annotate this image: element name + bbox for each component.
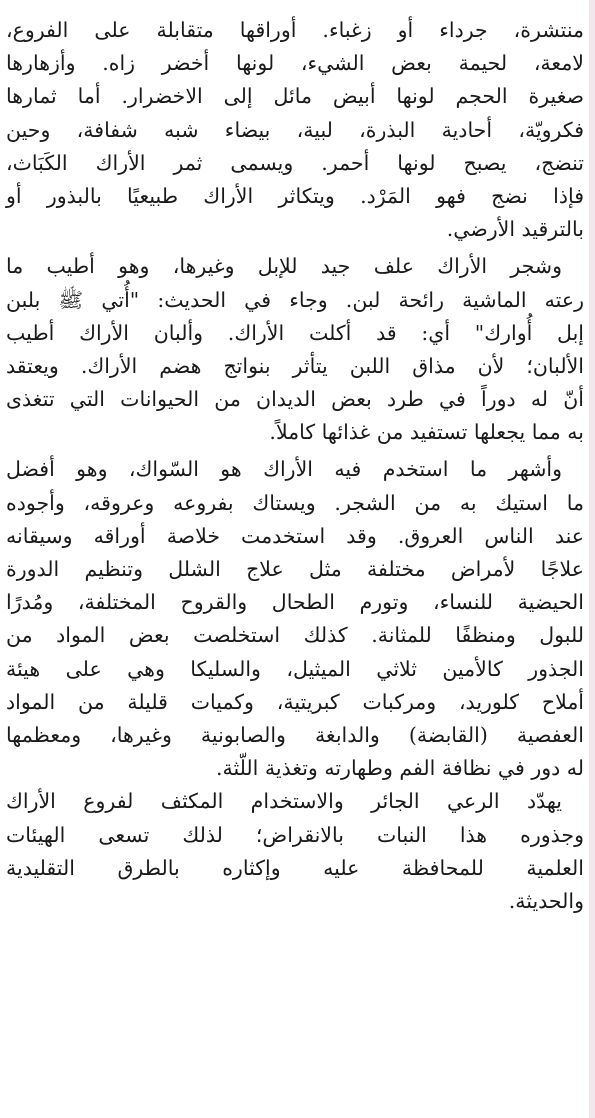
text-line: وشجر الأراك علف جيد للإبل وغيرها، وهو أطيب ما	[6, 254, 562, 279]
text-line: بالترقيد الأرضي.	[446, 217, 584, 242]
text-line: وأشهر ما استخدم فيه الأراك هو السّواك، وهو أفضل	[6, 457, 562, 482]
text-line: والحديثة.	[508, 888, 584, 913]
text-line: يهدّد الرعي الجائر والاستخدام المكثف لفروع الأراك	[6, 789, 562, 814]
text-line: صغيرة الحجم لونها أبيض مائل إلى الاخضرار. أما ثمارها	[6, 84, 584, 109]
text-line: أنّ له دوراً في طرد بعض الديدان من الحيوانات التي تتغذى	[6, 387, 584, 412]
text-line: الألبان؛ لأن مذاق اللبن يتأثر بنواتج هضم الأراك. ويعتقد	[6, 353, 584, 378]
paragraph-3	[6, 453, 584, 785]
text-line: العفصية (القابضة) والدابغة والصابونية وغيرها، ومعظمها	[6, 722, 584, 747]
text-line: فكرويّة، أحادية البذرة، لبية، بيضاء شبه شفافة، وحين	[6, 117, 584, 142]
text-line: رعته الماشية رائحة لبن. وجاء في الحديث: "أُتي ﷺ بلبن	[6, 287, 584, 312]
text-line: علاجًا لأمراض مختلفة مثل علاج الشلل وتنظيم الدورة	[6, 557, 584, 581]
text-line: تنضج، يصبح لونها أحمر. ويسمى ثمر الأراك الكَبَاث،	[6, 150, 584, 175]
paragraph-2	[6, 250, 584, 449]
text-line: الجذور كالأمين ثلاثي الميثيل، والسليكا وهي على هيئة	[6, 656, 584, 681]
text-line: إبل أُوارك" أي: قد أكلت الأراك. وألبان الأراك أطيب	[6, 320, 584, 345]
paragraph-1	[6, 14, 584, 246]
text-line: وجذوره هذا النبات بالانقراض؛ لذلك تسعى الهيئات	[6, 822, 584, 847]
text-line: عند الناس العروق. وقد استخدمت خلاصة أوراقه وسيقانه	[6, 523, 584, 548]
text-line: منتشرة، جرداء أو زغباء. أوراقها متقابلة على الفروع،	[6, 18, 584, 42]
text-line: للبول ومنظفًا للمثانة. كذلك استخلصت بعض المواد من	[6, 623, 584, 648]
paragraph-4	[6, 785, 584, 918]
text-line: له دور في نظافة الفم وطهارته وتغذية اللّثة.	[215, 756, 584, 781]
page-margin-strip	[589, 0, 595, 1118]
text-line: العلمية للمحافظة عليه وإكثاره بالطرق التقليدية	[6, 855, 584, 880]
text-line: ما استيك به من الشجر. ويستاك بفروعه وعروقه، وأجوده	[6, 490, 584, 515]
text-line: الحيضية للنساء، وتورم الطحال والقروح المختلفة، ومُدرًا	[6, 590, 584, 615]
text-line: لامعة، لحيمة بعض الشيء، لونها أخضر زاه. وأزهارها	[6, 51, 584, 76]
text-line: فإذا نضج فهو المَرْد. ويتكاثر الأراك طبيعيًا بالبذور أو	[6, 183, 584, 208]
text-line: أملاح كلوريد، ومركبات كبريتية، وكميات قليلة من المواد	[6, 689, 584, 714]
text-line: به مما يجعلها تستفيد من غذائها كاملاً.	[269, 420, 584, 445]
arabic-text-body	[6, 14, 584, 918]
